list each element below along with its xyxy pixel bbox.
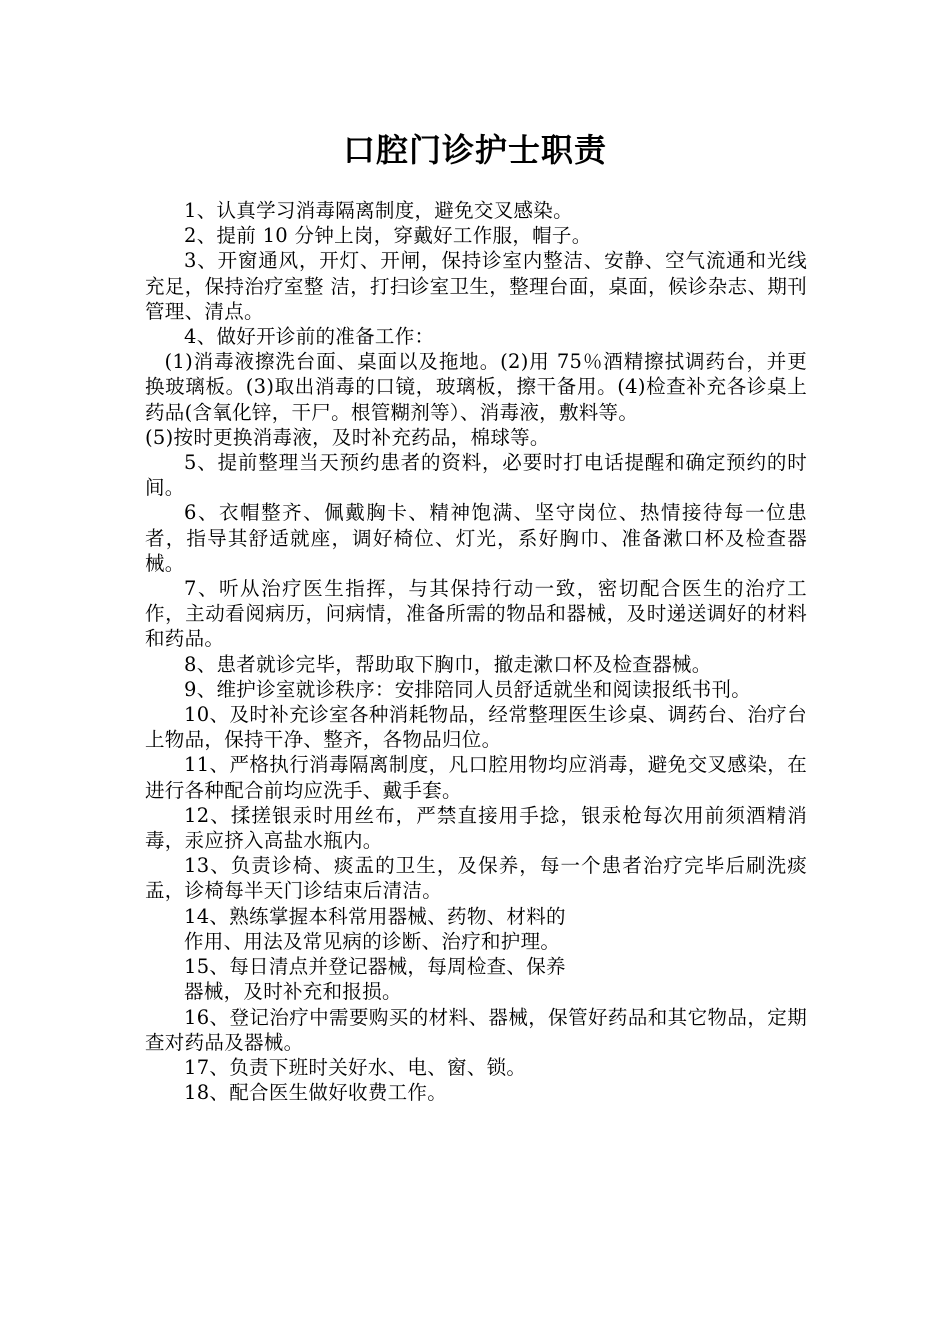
paragraph-10: 10、及时补充诊室各种消耗物品，经常整理医生诊桌、调药台、治疗台上物品，保持干净、整齐，各物品归位。: [145, 703, 807, 752]
paragraph-14-cont: 作用、用法及常见病的诊断、治疗和护理。: [184, 929, 561, 953]
paragraph-1: 1、认真学习消毒隔离制度，避免交叉感染。: [184, 199, 573, 222]
paragraph-12: 12、揉搓银汞时用丝布，严禁直接用手捻，银汞枪每次用前须酒精消毒，汞应挤入高盐水瓶内。: [145, 803, 807, 853]
paragraph-11: 11、严格执行消毒隔离制度，凡口腔用物均应消毒，避免交叉感染，在进行各种配合前均应洗手、戴手套。: [145, 753, 807, 802]
paragraph-4-items: (1)消毒液擦洗台面、桌面以及拖地。(2)用 75％酒精擦拭调药台，并更换玻璃板。(3)取出消毒的口镜，玻璃板，擦干备用。(4)检查补充各诊桌上药品(含氧化锌，干尸。根管糊剂等）、消毒液，敷料等。: [145, 350, 807, 424]
paragraph-13: 13、负责诊椅、痰盂的卫生，及保养，每一个患者治疗完毕后刷洗痰盂，诊椅每半天门诊结束后清洁。: [145, 854, 807, 903]
document-title: 口腔门诊护士职责: [342, 131, 607, 169]
paragraph-9: 9、维护诊室就诊秩序：安排陪同人员舒适就坐和阅读报纸书刊。: [184, 677, 752, 701]
paragraph-6: 6、衣帽整齐、佩戴胸卡、精神饱满、坚守岗位、热情接待每一位患者，指导其舒适就座，调好椅位、灯光，系好胸巾、准备漱口杯及检查器械。: [145, 501, 807, 575]
paragraph-2: 2、提前 10 分钟上岗，穿戴好工作服，帽子。: [184, 224, 592, 248]
paragraph-15-cont: 器械，及时补充和报损。: [184, 980, 402, 1004]
paragraph-3: 3、开窗通风，开灯、开闸，保持诊室内整洁、安静、空气流通和光线充足，保持治疗室整 洁，打扫诊室卫生，整理台面，桌面，候诊杂志、期刊管理、清点。: [145, 249, 807, 323]
paragraph-15: 15、每日清点并登记器械，每周检查、保养: [184, 955, 566, 979]
document-body: [145, 198, 807, 1105]
paragraph-4: 4、做好开诊前的准备工作：: [184, 325, 435, 349]
paragraph-5: 5、提前整理当天预约患者的资料，必要时打电话提醒和确定预约的时间。: [145, 451, 807, 500]
paragraph-18: 18、配合医生做好收费工作。: [184, 1081, 448, 1105]
paragraph-8: 8、患者就诊完毕，帮助取下胸巾，撤走漱口杯及检查器械。: [184, 652, 712, 676]
paragraph-16: 16、登记治疗中需要购买的材料、器械，保管好药品和其它物品，定期查对药品及器械。: [145, 1005, 807, 1054]
paragraph-17: 17、负责下班时关好水、电、窗、锁。: [184, 1055, 527, 1079]
paragraph-4-item-5: (5)按时更换消毒液，及时补充药品，棉球等。: [145, 425, 550, 449]
paragraph-14: 14、熟练掌握本科常用器械、药物、材料的: [184, 904, 566, 928]
paragraph-7: 7、听从治疗医生指挥，与其保持行动一致，密切配合医生的治疗工作，主动看阅病历，问病情，准备所需的物品和器械，及时递送调好的材料和药品。: [145, 577, 807, 651]
